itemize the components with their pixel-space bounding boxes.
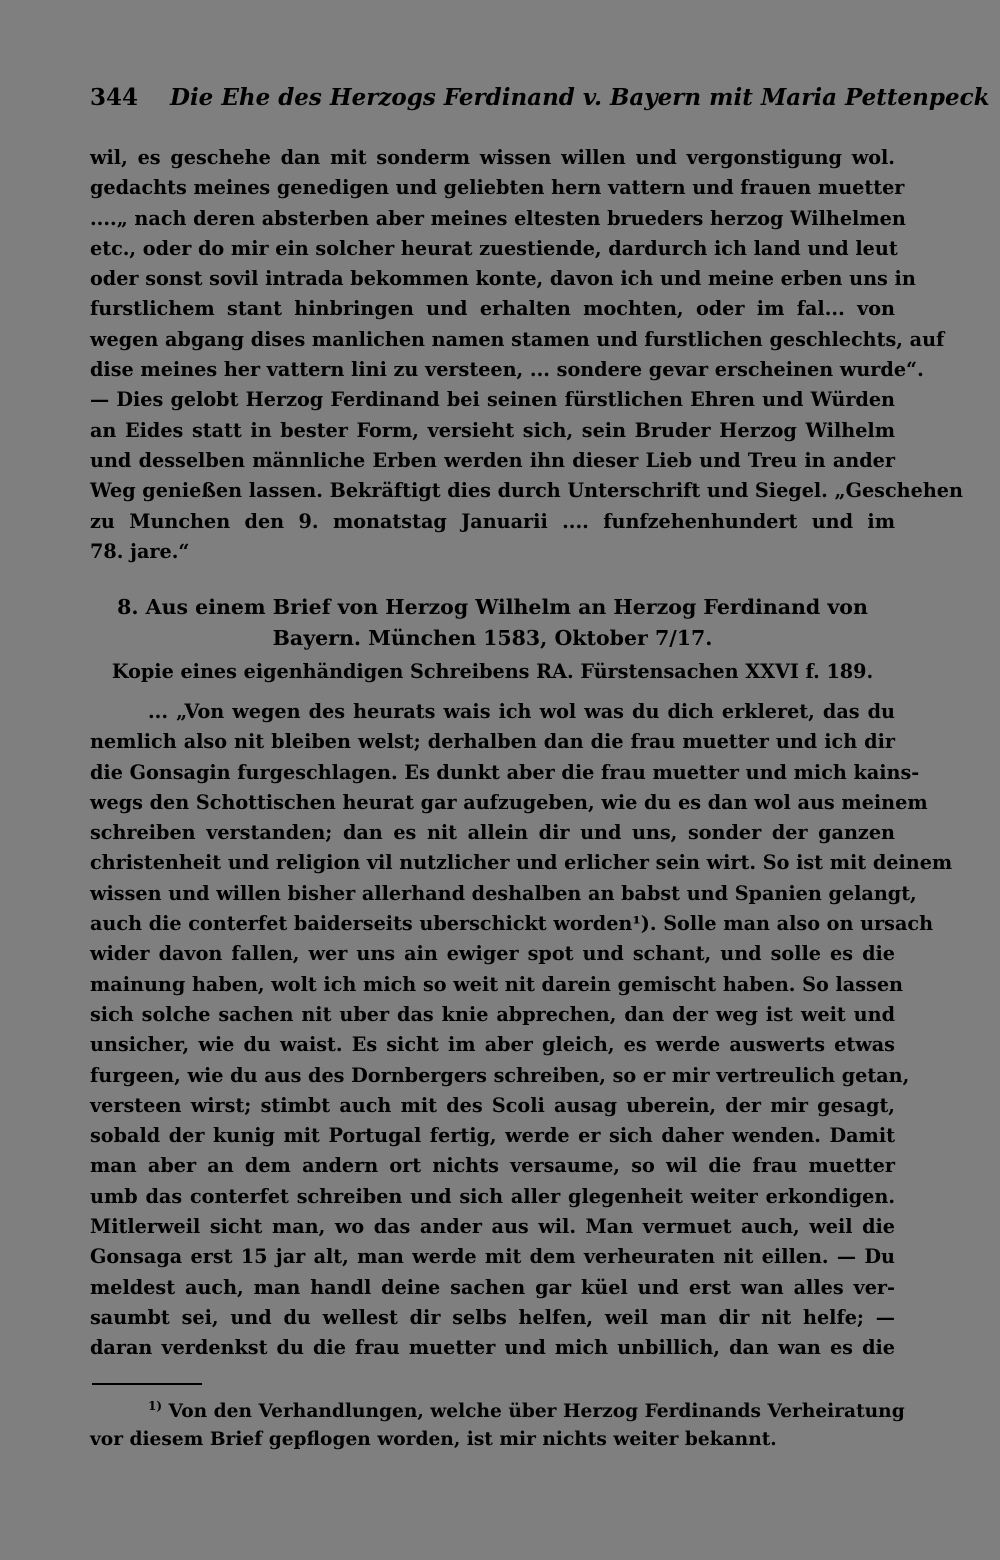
text-line: man aber an dem andern ort nichts versaume, so wil die frau muetter [90, 1154, 895, 1178]
text-line: die Gonsagin furgeschlagen. Es dunkt aber die frau muetter und mich kains- [90, 760, 920, 784]
heading-line: 8. Aus einem Brief von Herzog Wilhelm an Herzog Ferdinand von [117, 595, 868, 619]
text-line: Gonsaga erst 15 jar alt, man werde mit dem verheuraten nit eillen. — Du [90, 1245, 895, 1269]
text-line: daran verdenkst du die frau muetter und mich unbillich, dan wan es die [90, 1336, 895, 1360]
text-line: versteen wirst; stimbt auch mit des Scoli ausag uberein, der mir gesagt, [90, 1093, 895, 1117]
footnote-line: vor diesem Brief gepflogen worden, ist mir nichts weiter bekannt. [90, 1429, 777, 1450]
text-line: wegen abgang dises manlichen namen stamen und furstlichen geschlechts, auf [90, 327, 945, 351]
text-line: mainung haben, wolt ich mich so weit nit darein gemischt haben. So lassen [90, 972, 903, 996]
footnote-marker: 1) [148, 1398, 163, 1413]
text-line: saumbt sei, und du wellest dir selbs helfen, weil man dir nit helfe; — [90, 1305, 895, 1329]
text-line: wil, es geschehe dan mit sonderm wissen willen und vergonstigung wol. [90, 146, 895, 169]
text-line: wegs den Schottischen heurat gar aufzugeben, wie du es dan wol aus meinem [90, 790, 928, 814]
text-line: auch die conterfet baiderseits uberschickt worden¹). Solle man also on ursach [90, 912, 934, 936]
heading-line: Bayern. München 1583, Oktober 7/17. [272, 626, 713, 650]
footnote-line [90, 1398, 905, 1426]
text-line: nemlich also nit bleiben welst; derhalben dan die frau muetter und ich dir [90, 730, 895, 754]
footnote [90, 1398, 905, 1454]
text-line: Weg genießen lassen. Bekräftigt dies durch Unterschrift und Siegel. „Geschehen [90, 479, 963, 503]
footnote-rule [92, 1383, 202, 1385]
footnote-text: Von den Verhandlungen, welche über Herzog Ferdinands Verheiratung [168, 1401, 905, 1422]
text-line: 78. jare.“ [90, 539, 190, 563]
text-line: christenheit und religion vil nutzlicher und erlicher sein wirt. So ist mit deinem [90, 851, 953, 875]
text-line: sich solche sachen nit uber das knie abprechen, dan der weg ist weit und [90, 1002, 895, 1026]
text-line: — Dies gelobt Herzog Ferdinand bei seinen fürstlichen Ehren und Würden [90, 388, 895, 412]
text-line: furgeen, wie du aus des Dornbergers schreiben, so er mir vertreulich getan, [90, 1063, 910, 1087]
source-note: Kopie eines eigenhändigen Schreibens RA. Fürstensachen XXVI f. 189. [111, 660, 874, 683]
text-line: wissen und willen bisher allerhand deshalben an babst und Spanien gelangt, [90, 881, 917, 905]
text-line: unsicher, wie du waist. Es sicht im aber gleich, es werde auswerts etwas [90, 1033, 895, 1057]
paragraph-1 [90, 143, 963, 567]
paragraph-2 [90, 697, 953, 1364]
running-header [90, 84, 990, 111]
page-number: 344 [90, 84, 139, 111]
text-line: sobald der kunig mit Portugal fertig, werde er sich daher wenden. Damit [90, 1124, 895, 1148]
text-line: dise meines her vattern lini zu versteen, ... sondere gevar erscheinen wurde“. [90, 358, 924, 382]
text-line: etc., oder do mir ein solcher heurat zuestiende, dardurch ich land und leut [90, 236, 898, 260]
text-line: umb das conterfet schreiben und sich aller glegenheit weiter erkondigen. [90, 1184, 895, 1208]
text-line: und desselben männliche Erben werden ihn dieser Lieb und Treu in ander [90, 448, 895, 472]
section-heading [90, 592, 895, 654]
text-line: gedachts meines genedigen und geliebten hern vattern und frauen muetter [90, 176, 905, 200]
text-line: ... „Von wegen des heurats wais ich wol was du dich erkleret, das du [148, 700, 895, 723]
text-line: meldest auch, man handl deine sachen gar küel und erst wan alles ver- [90, 1275, 895, 1299]
text-line: an Eides statt in bester Form, versieht sich, sein Bruder Herzog Wilhelm [90, 418, 895, 442]
text-line: schreiben verstanden; dan es nit allein dir und uns, sonder der ganzen [90, 821, 895, 845]
running-title: Die Ehe des Herzogs Ferdinand v. Bayern mit Maria Pettenpeck [170, 84, 990, 111]
text-line: oder sonst sovil intrada bekommen konte, davon ich und meine erben uns in [90, 267, 916, 291]
text-line: ....„ nach deren absterben aber meines eltesten brueders herzog Wilhelmen [90, 206, 906, 230]
text-line: zu Munchen den 9. monatstag Januarii .... funfzehenhundert und im [90, 509, 895, 533]
text-line: furstlichem stant hinbringen und erhalten mochten, oder im fal... von [90, 297, 895, 321]
text-line: wider davon fallen, wer uns ain ewiger spot und schant, und solle es die [90, 942, 895, 966]
text-line: Mitlerweil sicht man, wo das ander aus wil. Man vermuet auch, weil die [90, 1215, 895, 1239]
